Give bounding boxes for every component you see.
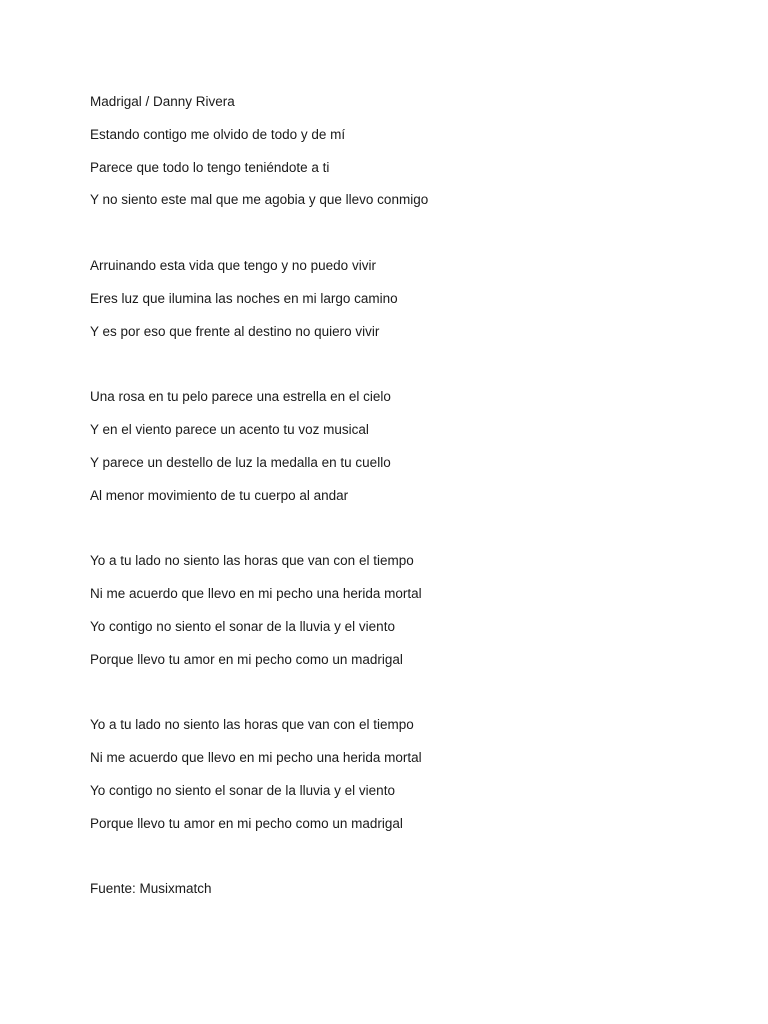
lyric-line: Porque llevo tu amor en mi pecho como un madrigal — [90, 815, 403, 831]
lyric-line: Y no siento este mal que me agobia y que llevo conmigo — [90, 192, 429, 208]
lyric-line: Arruinando esta vida que tengo y no puedo vivir — [90, 257, 376, 273]
stanza-2 — [90, 256, 730, 342]
lyric-line: Ni me acuerdo que llevo en mi pecho una herida mortal — [90, 585, 422, 601]
lyrics-page — [90, 92, 730, 912]
lyric-line: Porque llevo tu amor en mi pecho como un madrigal — [90, 651, 403, 667]
stanza-gap — [90, 354, 730, 387]
stanza-4 — [90, 551, 730, 669]
stanza-gap — [90, 846, 730, 879]
stanza-1 — [90, 125, 730, 211]
lyric-line: Y es por eso que frente al destino no quiero vivir — [90, 323, 380, 339]
source-credit: Fuente: Musixmatch — [90, 881, 212, 897]
lyric-line: Estando contigo me olvido de todo y de mí — [90, 126, 346, 142]
lyric-line: Yo a tu lado no siento las horas que van con el tiempo — [90, 717, 414, 733]
lyric-line: Parece que todo lo tengo teniéndote a ti — [90, 159, 330, 175]
lyric-line: Yo contigo no siento el sonar de la lluvia y el viento — [90, 782, 395, 798]
lyric-line: Y en el viento parece un acento tu voz musical — [90, 421, 369, 437]
stanza-5 — [90, 715, 730, 833]
stanza-gap — [90, 223, 730, 256]
stanza-gap — [90, 518, 730, 551]
lyric-line: Al menor movimiento de tu cuerpo al andar — [90, 487, 349, 503]
song-title: Madrigal / Danny Rivera — [90, 94, 235, 109]
lyric-line: Una rosa en tu pelo parece una estrella en el cielo — [90, 389, 391, 405]
stanza-3 — [90, 387, 730, 505]
lyric-line: Yo contigo no siento el sonar de la lluvia y el viento — [90, 618, 395, 634]
lyric-line: Eres luz que ilumina las noches en mi largo camino — [90, 290, 398, 306]
lyric-line: Ni me acuerdo que llevo en mi pecho una herida mortal — [90, 749, 422, 765]
lyric-line: Y parece un destello de luz la medalla en tu cuello — [90, 454, 391, 470]
stanza-gap — [90, 682, 730, 715]
lyric-line: Yo a tu lado no siento las horas que van con el tiempo — [90, 553, 414, 569]
